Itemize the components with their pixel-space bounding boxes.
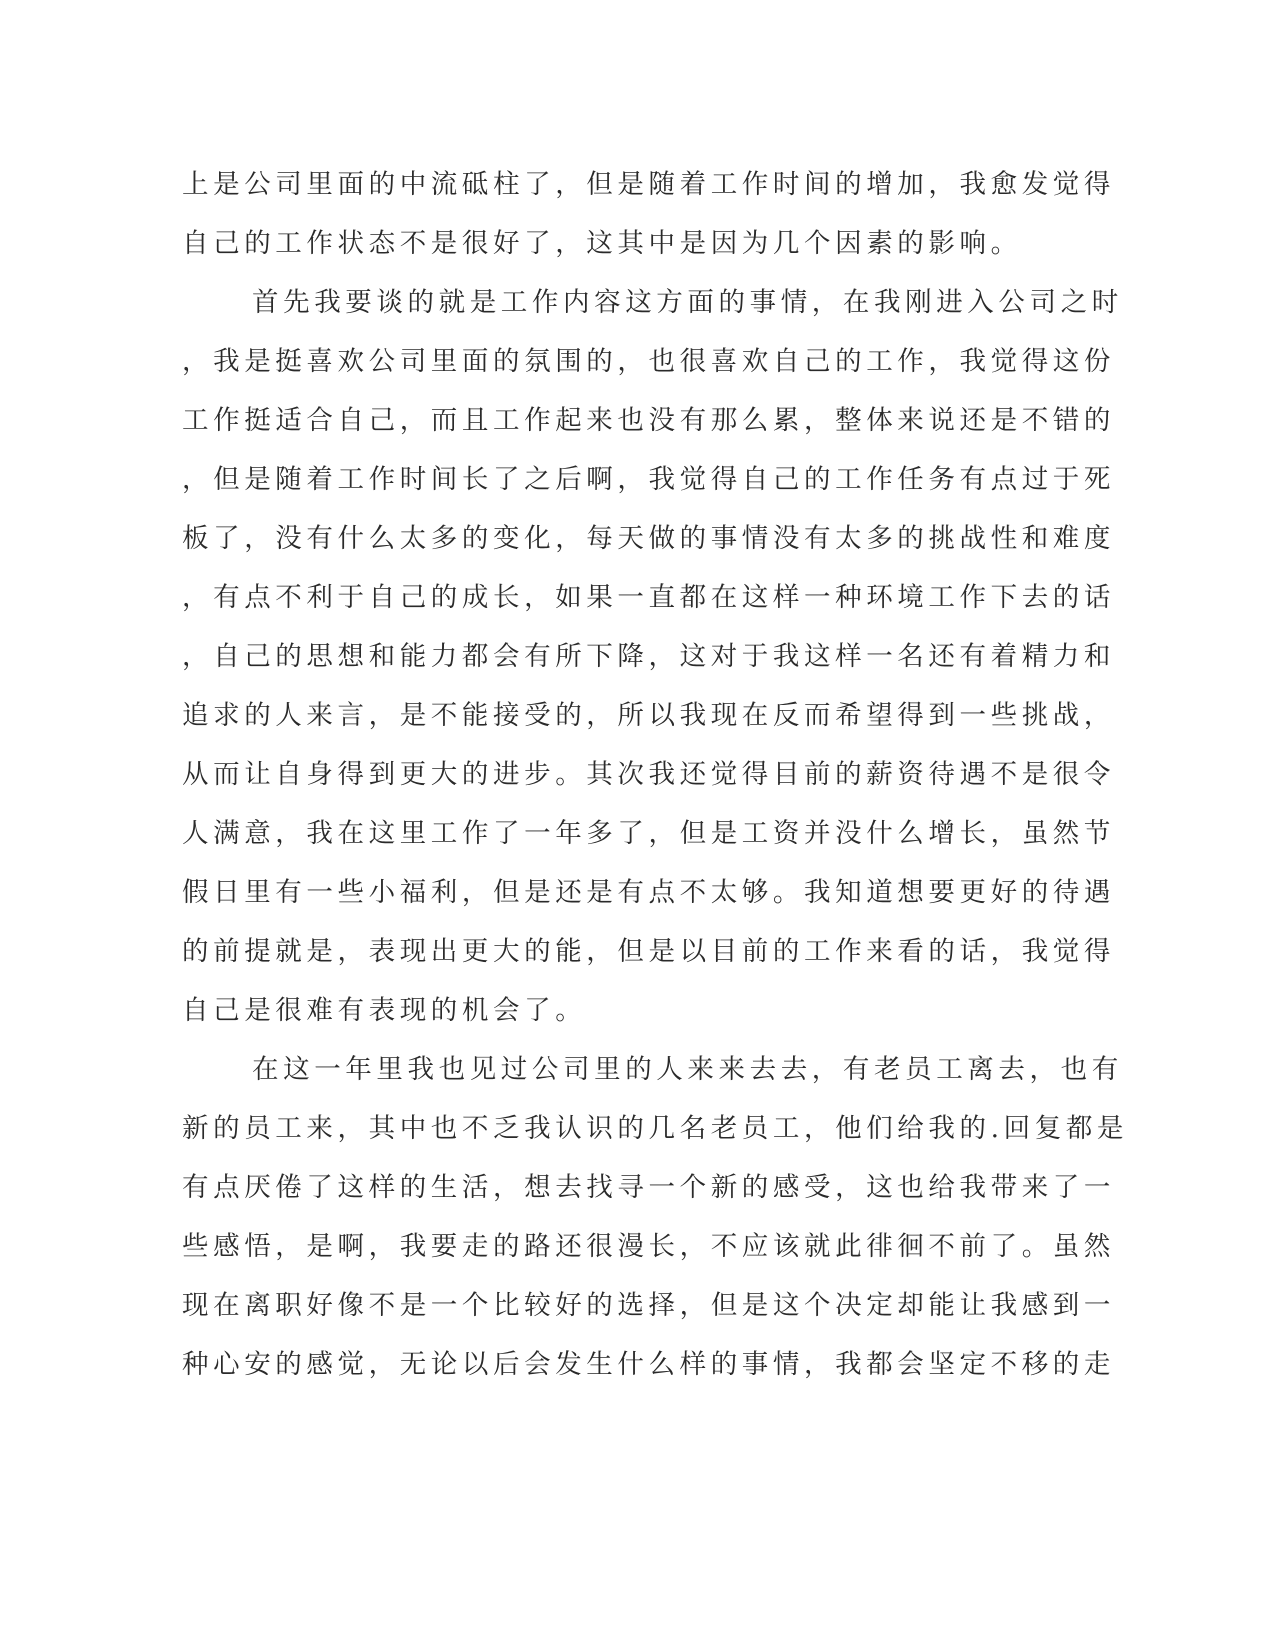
text-line: 自己是很难有表现的机会了。 [182,995,587,1026]
text-line: 追求的人来言，是不能接受的，所以我现在反而希望得到一些挑战， [182,700,1115,731]
text-line: ，有点不利于自己的成长，如果一直都在这样一种环境工作下去的话 [182,582,1115,613]
text-line: ，我是挺喜欢公司里面的氛围的，也很喜欢自己的工作，我觉得这份 [182,346,1115,377]
text-line: 从而让自身得到更大的进步。其次我还觉得目前的薪资待遇不是很令 [182,759,1115,790]
text-line: 假日里有一些小福利，但是还是有点不太够。我知道想要更好的待遇 [182,877,1115,908]
paragraph-start-line: 首先我要谈的就是工作内容这方面的事情，在我刚进入公司之时 [252,287,1123,318]
text-line: 人满意，我在这里工作了一年多了，但是工资并没什么增长，虽然节 [182,818,1115,849]
text-line: ，但是随着工作时间长了之后啊，我觉得自己的工作任务有点过于死 [182,464,1115,495]
body-text [182,155,1129,1394]
text-line: 现在离职好像不是一个比较好的选择，但是这个决定却能让我感到一 [182,1290,1115,1321]
text-line: 板了，没有什么太多的变化，每天做的事情没有太多的挑战性和难度 [182,523,1115,554]
text-line: 些感悟，是啊，我要走的路还很漫长，不应该就此徘徊不前了。虽然 [182,1231,1115,1262]
text-line: 工作挺适合自己，而且工作起来也没有那么累，整体来说还是不错的 [182,405,1115,436]
paragraph-start-line: 在这一年里我也见过公司里的人来来去去，有老员工离去，也有 [252,1054,1123,1085]
text-line: ，自己的思想和能力都会有所下降，这对于我这样一名还有着精力和 [182,641,1115,672]
text-line: 种心安的感觉，无论以后会发生什么样的事情，我都会坚定不移的走 [182,1349,1115,1380]
text-line: 新的员工来，其中也不乏我认识的几名老员工，他们给我的.回复都是 [182,1113,1129,1144]
text-line: 有点厌倦了这样的生活，想去找寻一个新的感受，这也给我带来了一 [182,1172,1115,1203]
text-line: 上是公司里面的中流砥柱了，但是随着工作时间的增加，我愈发觉得 [182,169,1115,200]
text-line: 的前提就是，表现出更大的能，但是以目前的工作来看的话，我觉得 [182,936,1115,967]
text-line: 自己的工作状态不是很好了，这其中是因为几个因素的影响。 [182,228,1022,259]
